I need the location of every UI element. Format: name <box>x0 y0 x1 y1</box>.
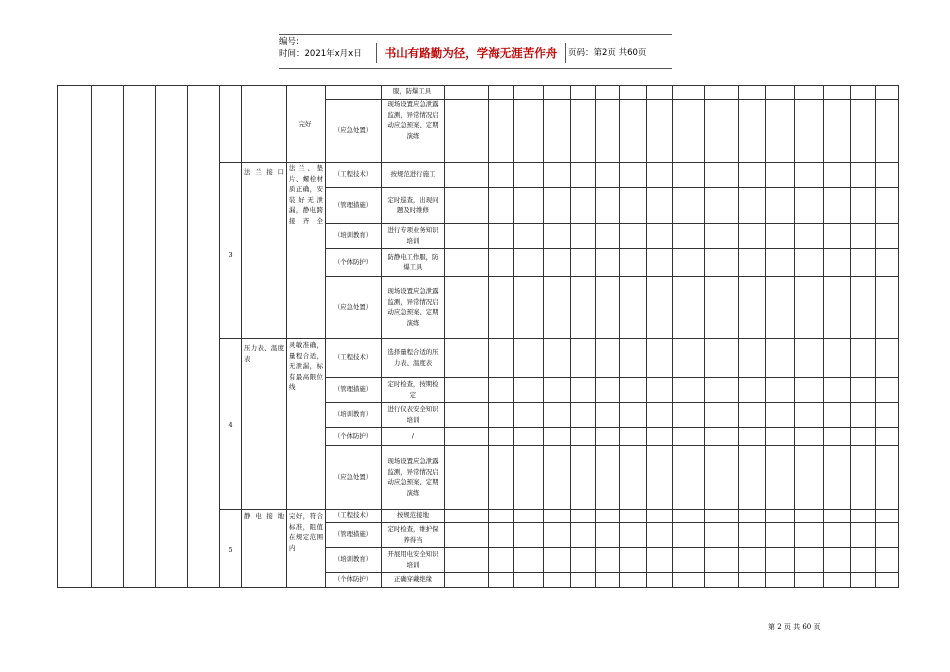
item-name: 法兰接口 <box>244 168 284 176</box>
header-meta <box>279 36 375 60</box>
measure-text: 现场设置应急泄露监测，异常情况启动应急预案、定期演练 <box>387 287 439 327</box>
document-number-label: 编号: <box>279 37 299 47</box>
table-col-line <box>619 85 620 588</box>
control-standard: 灵敏准确，量程合适，无泄漏，标有最高限位线 <box>289 341 323 391</box>
table-border-top <box>57 85 898 86</box>
table-col-line <box>513 85 514 588</box>
measure-type: （培训教育） <box>333 555 373 564</box>
page-header <box>279 34 672 69</box>
measure-text: 进行专项业务知识培训 <box>387 226 439 245</box>
document-time-label: 时间：2021年x月x日 <box>279 49 362 59</box>
measure-type: （个体防护） <box>333 574 373 583</box>
measure-type: （培训教育） <box>333 231 373 240</box>
measure-text: / <box>411 431 415 440</box>
control-standard: 完好 <box>298 120 312 128</box>
table-col-line <box>241 85 242 588</box>
measure-type: （管理措施） <box>333 200 373 209</box>
table-col-line <box>738 85 739 588</box>
measure-type: （管理措施） <box>333 385 373 394</box>
measure-text: 定时检查，维护保养得当 <box>387 525 439 544</box>
measure-type: （培训教育） <box>333 410 373 419</box>
table-col-line <box>155 85 156 588</box>
measure-text: 选择量程合适的压力表、温度表 <box>387 348 439 367</box>
measure-text: 现场设置应急泄露监测，异常情况启动应急预案、定期演练 <box>387 100 439 140</box>
table-col-line <box>286 85 287 588</box>
table-col-line <box>488 85 489 588</box>
control-standard: 完好，符合标准，阻值在规定范围内 <box>289 512 323 552</box>
table-col-line <box>219 85 220 587</box>
table-col-line <box>765 85 766 588</box>
table-col-line <box>898 85 899 588</box>
table-col-line <box>794 85 795 588</box>
item-number: 5 <box>228 546 233 554</box>
table-group-line <box>219 338 898 339</box>
measure-type: （个体防护） <box>333 257 373 266</box>
table-col-line <box>57 85 58 588</box>
measure-text: 现场设置应急泄露监测，异常情况启动应急预案、定期演练 <box>387 457 439 497</box>
header-motto: 书山有路勤为径，学海无涯苦作舟 <box>376 43 566 63</box>
table-col-line <box>850 85 851 588</box>
risk-control-table <box>57 85 898 587</box>
measure-text: 服，防爆工具 <box>392 87 432 95</box>
measure-type: （工程技术） <box>333 353 373 362</box>
table-border-bottom <box>57 587 898 588</box>
measure-text: 正确穿戴绝缘 <box>393 574 433 583</box>
measure-text: 按规范进行施工 <box>390 170 436 179</box>
control-standard: 法兰、垫片、螺栓材质正确，安装好无泄漏，静电跨接齐全 <box>289 164 323 225</box>
page-footer: 第 2 页 共 60 页 <box>768 623 821 631</box>
table-col-line <box>875 85 876 588</box>
measure-text: 按规范接地 <box>397 511 429 520</box>
table-col-line <box>672 85 673 588</box>
table-col-line <box>543 85 544 588</box>
table-group-line <box>219 509 898 510</box>
item-number: 3 <box>228 251 233 259</box>
table-col-line <box>123 85 124 588</box>
table-col-line <box>570 85 571 588</box>
measure-type: （个体防护） <box>333 431 373 440</box>
table-col-line <box>823 85 824 588</box>
measure-type: （工程技术） <box>333 170 373 179</box>
table-col-line <box>704 85 705 588</box>
table-col-line <box>381 85 382 588</box>
table-col-line <box>444 85 445 588</box>
measure-type: （工程技术） <box>333 511 373 520</box>
item-number: 4 <box>228 421 233 429</box>
header-page-label: 页码：第2页 共60页 <box>568 48 647 58</box>
measure-type: （应急处置） <box>333 126 373 135</box>
measure-text: 定时检查，按期检定 <box>387 380 439 399</box>
table-col-line <box>91 85 92 588</box>
item-name: 压力表、温度表 <box>244 344 284 363</box>
item-name: 静电接地 <box>244 512 284 520</box>
table-col-line <box>646 85 647 588</box>
measure-type: （应急处置） <box>333 302 373 311</box>
measure-type: （应急处置） <box>333 472 373 481</box>
measure-text: 开展用电安全知识培训 <box>387 550 439 569</box>
table-col-line <box>595 85 596 588</box>
measure-text: 进行仪表安全知识培训 <box>387 405 439 424</box>
table-col-line <box>187 85 188 588</box>
measure-text: 防静电工作服，防爆工具 <box>387 252 439 271</box>
measure-text: 定时巡查，出现问题及时维修 <box>387 195 439 214</box>
measure-type: （管理措施） <box>333 530 373 539</box>
